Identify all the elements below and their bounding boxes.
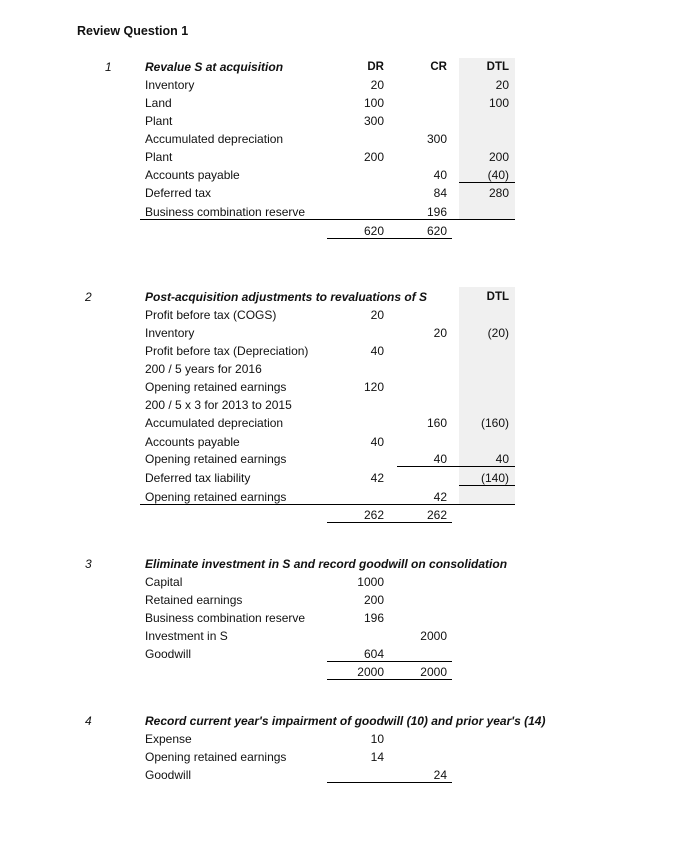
- q1-row-label: Business combination reserve: [145, 205, 306, 219]
- q1-heading: Revalue S at acquisition: [145, 60, 284, 74]
- q3-row-label: Goodwill: [145, 647, 192, 661]
- q2-row-dtl: (140): [480, 471, 509, 485]
- q1-row-dr: 300: [363, 114, 384, 128]
- q1-row-dtl: 280: [488, 186, 509, 200]
- q4-row-label: Opening retained earnings: [145, 750, 287, 764]
- q2-row-cr: 40: [433, 452, 447, 466]
- q3-row-cr: 2000: [420, 629, 447, 643]
- q2-row-dr: 20: [370, 308, 384, 322]
- question-number-1: 1: [105, 60, 112, 74]
- q1-row-dr: 100: [363, 96, 384, 110]
- q2-row-label: Opening retained earnings: [145, 452, 287, 466]
- q4-row-label: Expense: [145, 732, 192, 746]
- q1-row-cr: 196: [426, 205, 447, 219]
- q1-row-separator: [140, 219, 515, 220]
- q1-row-label: Accumulated depreciation: [145, 132, 284, 146]
- q3-row-label: Retained earnings: [145, 593, 243, 607]
- q2-row-separator: [140, 504, 515, 505]
- q2-row-dr: 40: [370, 435, 384, 449]
- q2-row-cr: 20: [433, 326, 447, 340]
- q3-row-label: Business combination reserve: [145, 611, 306, 625]
- q4-row-dr: 14: [370, 750, 384, 764]
- q2-row-dtl: 40: [495, 452, 509, 466]
- q2-row-label: Profit before tax (Depreciation): [145, 344, 309, 358]
- q3-row-label: Investment in S: [145, 629, 228, 643]
- q1-row-label: Accounts payable: [145, 168, 240, 182]
- q3-total-dr: 2000: [357, 665, 384, 679]
- q2-heading: Post-acquisition adjustments to revaluations of S: [145, 290, 428, 304]
- q2-cr-underline: [397, 466, 515, 467]
- q1-row-cr: 84: [433, 186, 447, 200]
- q2-dtl-underline: [459, 485, 515, 486]
- q3-row-dr: 200: [363, 593, 384, 607]
- q1-total-underline: [327, 238, 452, 239]
- q1-row-label: Plant: [145, 150, 173, 164]
- q2-row-cr: 42: [433, 490, 447, 504]
- q1-row-cr: 40: [433, 168, 447, 182]
- q2-row-dtl: (160): [480, 416, 509, 430]
- q1-row-dtl: 20: [495, 78, 509, 92]
- q3-total-cr: 2000: [420, 665, 447, 679]
- q1-row-dr: 20: [370, 78, 384, 92]
- q1-row-cr: 300: [426, 132, 447, 146]
- q1-total-dr: 620: [363, 224, 384, 238]
- q1-dtl-header: DTL: [486, 61, 509, 73]
- question-number-4: 4: [85, 714, 92, 728]
- q2-row-label: Opening retained earnings: [145, 380, 287, 394]
- q4-underline: [327, 782, 452, 783]
- q1-dr-header: DR: [367, 61, 384, 73]
- q2-total-underline: [327, 522, 452, 523]
- q4-row-dr: 10: [370, 732, 384, 746]
- q2-row-label: 200 / 5 x 3 for 2013 to 2015: [145, 398, 292, 412]
- q3-row-label: Capital: [145, 575, 183, 589]
- q4-heading: Record current year's impairment of goodwill (10) and prior year's (14): [145, 714, 546, 728]
- q2-total-cr: 262: [426, 508, 447, 522]
- q1-cr-header: CR: [430, 61, 447, 73]
- q1-row-label: Plant: [145, 114, 173, 128]
- q1-row-dtl: 200: [488, 150, 509, 164]
- q3-total-underline: [327, 679, 452, 680]
- q2-row-dr: 120: [363, 380, 384, 394]
- q2-row-label: 200 / 5 years for 2016: [145, 362, 262, 376]
- q1-row-dtl: 100: [488, 96, 509, 110]
- question-number-3: 3: [85, 557, 92, 571]
- q2-row-label: Inventory: [145, 326, 195, 340]
- q3-row-separator: [327, 661, 452, 662]
- question-number-2: 2: [85, 290, 92, 304]
- q1-dtl-underline: [459, 182, 515, 183]
- q3-row-dr: 604: [363, 647, 384, 661]
- q2-dtl-header: DTL: [486, 291, 509, 303]
- q1-row-label: Land: [145, 96, 172, 110]
- q1-row-label: Deferred tax: [145, 186, 212, 200]
- q2-row-label: Accumulated depreciation: [145, 416, 284, 430]
- q3-row-dr: 196: [363, 611, 384, 625]
- q2-row-label: Opening retained earnings: [145, 490, 287, 504]
- q2-row-label: Deferred tax liability: [145, 471, 251, 485]
- q4-row-cr: 24: [433, 768, 447, 782]
- q2-row-dtl: (20): [487, 326, 509, 340]
- q4-row-label: Goodwill: [145, 768, 192, 782]
- q3-row-dr: 1000: [357, 575, 384, 589]
- q1-row-dr: 200: [363, 150, 384, 164]
- q2-row-cr: 160: [426, 416, 447, 430]
- q1-total-cr: 620: [426, 224, 447, 238]
- q1-row-label: Inventory: [145, 78, 195, 92]
- q2-row-dr: 42: [370, 471, 384, 485]
- q3-heading: Eliminate investment in S and record goodwill on consolidation: [145, 557, 508, 571]
- q1-row-dtl: (40): [487, 168, 509, 182]
- q2-row-dr: 40: [370, 344, 384, 358]
- page-title: Review Question 1: [77, 24, 189, 38]
- q2-row-label: Profit before tax (COGS): [145, 308, 277, 322]
- q2-total-dr: 262: [363, 508, 384, 522]
- q2-row-label: Accounts payable: [145, 435, 240, 449]
